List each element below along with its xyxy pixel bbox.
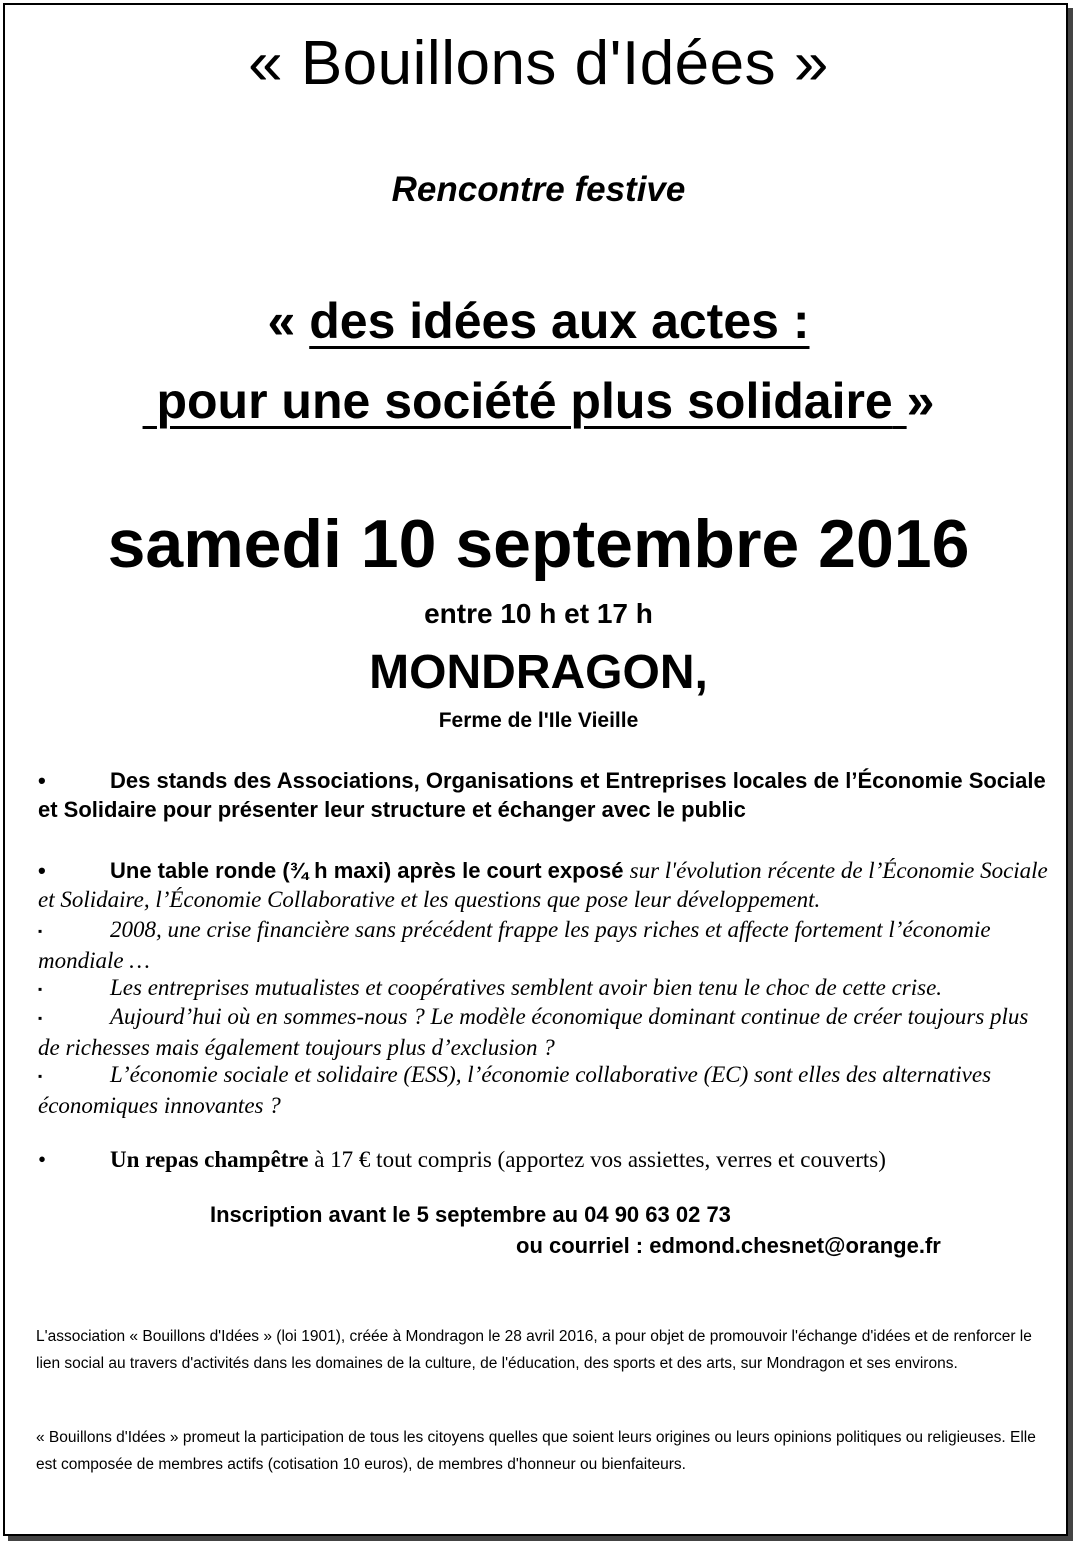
bullet-icon: • [38,768,46,793]
event-hours: entre 10 h et 17 h [424,598,653,629]
theme-close-quote: » [906,373,935,429]
repas-text: à 17 € tout compris (apportez vos assiettes, verres et couverts) [314,1147,886,1172]
stands-item [38,766,1048,824]
bullet-icon: • [38,858,46,883]
event-city: MONDRAGON, [369,646,708,699]
event-place: Ferme de l'Ile Vieille [438,709,639,732]
table-ronde-point [38,1060,1048,1120]
flyer-subtitle: Rencontre festive [391,170,686,209]
inscription-email: ou courriel : edmond.chesnet@orange.fr [516,1233,941,1258]
square-bullet-icon: ▪ [38,1069,43,1084]
square-bullet-icon: ▪ [38,924,43,939]
bullet-icon: • [38,1147,47,1172]
table-ronde-point [38,1002,1048,1062]
theme-line-1-text: des idées aux actes : [309,293,810,349]
square-bullet-icon: ▪ [38,1011,43,1026]
theme-open-quote: « [267,293,296,349]
association-description: L'association « Bouillons d'Idées » (loi 1901), créée à Mondragon le 28 avril 2016, a pour objet de promouvoir l'échange d'idées et de renforcer le lien social au travers d'activités dans les domaines de la culture, de l'éducation, des sports et des arts, sur Mondragon et ses environs. [36,1328,1032,1372]
table-ronde-point [38,973,1048,1004]
table-ronde-point-text: Aujourd’hui où en sommes-nous ? Le modèle économique dominant continue de créer toujours plus de richesses mais également toujours plus d’exclusion ? [38,1004,1029,1061]
table-ronde-item [38,856,1048,914]
repas-label: Un repas champêtre [110,1147,309,1172]
inscription-phone: Inscription avant le 5 septembre au 04 90 63 02 73 [210,1202,731,1227]
table-ronde-point [38,915,1048,975]
theme-line-2 [0,372,1077,430]
square-bullet-icon: ▪ [38,982,43,997]
association-participation: « Bouillons d'Idées » promeut la participation de tous les citoyens quelles que soient leurs origines ou leurs opinions politiques ou religieuses. Elle est composée de membres actifs (cotisation 10 euros), de membres d'honneur ou bienfaiteurs. [36,1429,1036,1473]
event-date: samedi 10 septembre 2016 [107,506,970,582]
table-ronde-topic: sur l'évolution récente de l’Économie Sociale et Solidaire, l’Économie Collaborative et les questions que pose leur développement. [38,858,1048,912]
stands-text: Des stands des Associations, Organisations et Entreprises locales de l’Économie Sociale et Solidaire pour présenter leur structure et échanger avec le public [38,768,1046,822]
table-ronde-label: Une table ronde (¾ h maxi) après le court exposé [110,858,624,883]
theme-line-2-text [143,373,907,429]
table-ronde-point-text: Les entreprises mutualistes et coopératives semblent avoir bien tenu le choc de cette crise. [110,975,943,1000]
theme-line-1 [0,292,1077,350]
table-ronde-point-text: L’économie sociale et solidaire (ESS), l’économie collaborative (EC) sont elles des alternatives économiques innovantes ? [38,1062,992,1119]
theme-line-2-label: pour une société plus solidaire [156,373,893,429]
repas-item [38,1145,1048,1174]
table-ronde-point-text: 2008, une crise financière sans précédent frappe les pays riches et affecte fortement l’économie mondiale … [38,917,991,974]
flyer-title: « Bouillons d'Idées » [248,29,829,98]
